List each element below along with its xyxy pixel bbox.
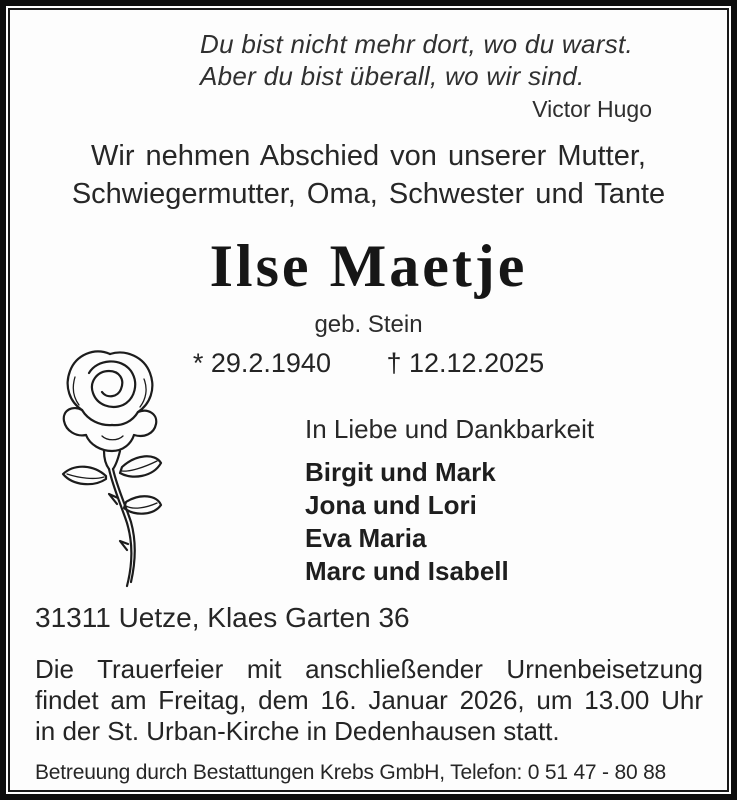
rose-illustration-icon xyxy=(58,346,164,592)
address-line: 31311 Uetze, Klaes Garten 36 xyxy=(35,602,410,633)
mourner-item: Jona und Lori xyxy=(305,490,477,520)
quote-line-1: Du bist nicht mehr dort, wo du warst. xyxy=(200,29,634,59)
mourner-item: Eva Maria xyxy=(305,523,427,553)
quote-attribution: Victor Hugo xyxy=(532,96,652,122)
maiden-name: geb. Stein xyxy=(314,311,423,338)
obituary-card xyxy=(8,8,729,792)
memorial-quote xyxy=(200,28,662,123)
funeral-line-1: Die Trauerfeier mit anschließender Urnenbeisetzung xyxy=(35,654,703,684)
deceased-name: Ilse Maetje xyxy=(209,233,528,299)
condolence-heading: In Liebe und Dankbarkeit xyxy=(305,414,595,444)
quote-line-2: Aber du bist überall, wo wir sind. xyxy=(200,61,585,91)
mourner-item: Birgit und Mark xyxy=(305,457,496,487)
intro-text xyxy=(10,137,727,213)
funeral-details xyxy=(35,654,703,747)
mourner-list xyxy=(305,456,509,588)
funeral-home-line: Betreuung durch Bestattungen Krebs GmbH, Telefon: 0 51 47 - 80 88 xyxy=(35,761,667,784)
mourner-item: Marc und Isabell xyxy=(305,556,509,586)
frame-inner-gap xyxy=(6,6,731,794)
birth-date: * 29.2.1940 xyxy=(192,348,331,378)
funeral-line-3: in der St. Urban-Kirche in Dedenhausen statt. xyxy=(35,716,560,746)
death-date: † 12.12.2025 xyxy=(386,348,545,378)
intro-line-1: Wir nehmen Abschied von unserer Mutter, xyxy=(91,140,646,172)
funeral-line-2: findet am Freitag, dem 16. Januar 2026, um 13.00 Uhr xyxy=(35,685,703,715)
intro-line-2: Schwiegermutter, Oma, Schwester und Tante xyxy=(71,178,666,210)
